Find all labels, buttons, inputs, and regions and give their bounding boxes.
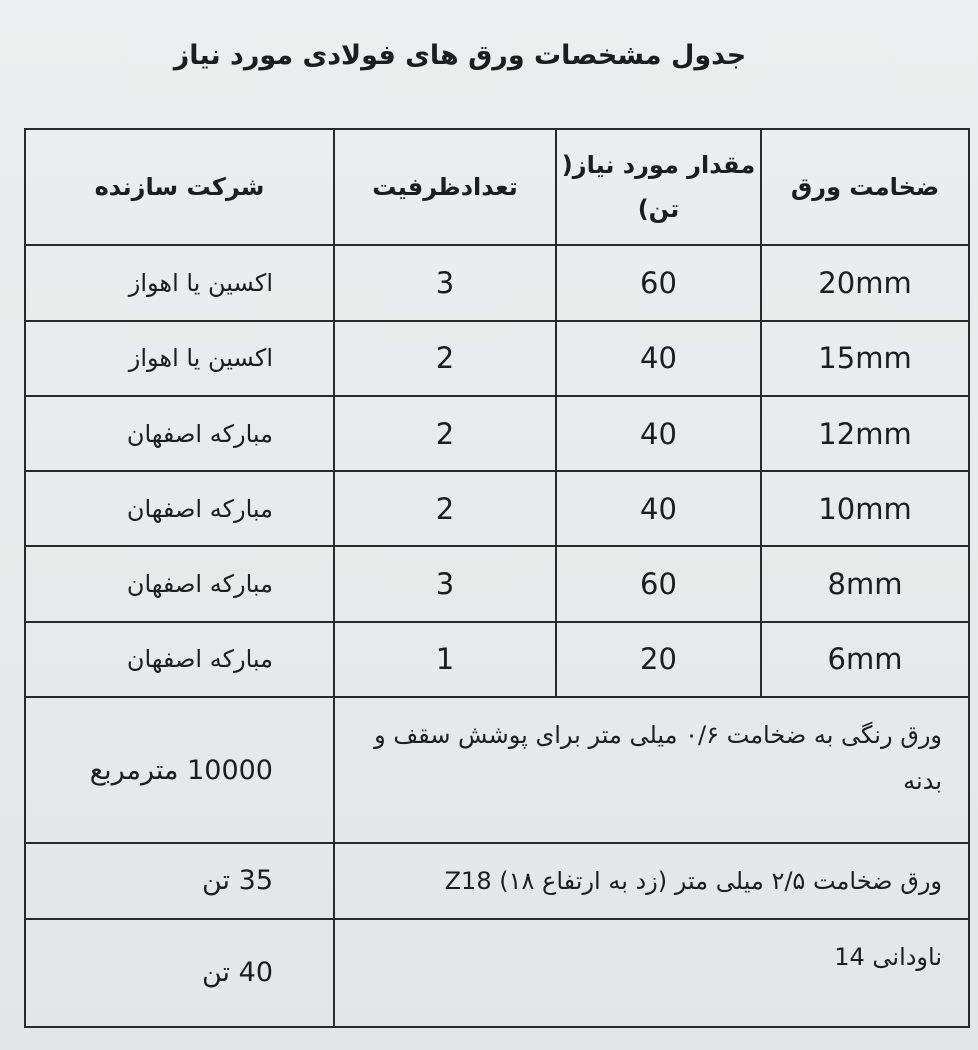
cell-maker: مبارکه اصفهان <box>25 546 334 621</box>
header-capacity: تعدادظرفیت <box>334 129 556 245</box>
cell-capacity: 3 <box>334 546 556 621</box>
table-row <box>25 396 969 471</box>
cell-amount: 60 <box>556 546 761 621</box>
cell-capacity: 3 <box>334 245 556 320</box>
cell-thickness: 15mm <box>761 321 969 396</box>
cell-capacity: 2 <box>334 321 556 396</box>
header-thickness: ضخامت ورق <box>761 129 969 245</box>
header-maker: شرکت سازنده <box>25 129 334 245</box>
cell-description: ورق رنگی به ضخامت ۰/۶ میلی متر برای پوشش سقف و بدنه <box>334 697 969 843</box>
cell-capacity: 2 <box>334 396 556 471</box>
header-amount-label: مقدار مورد نیاز( تن) <box>561 151 756 224</box>
header-amount <box>556 129 761 245</box>
cell-thickness: 8mm <box>761 546 969 621</box>
cell-quantity: 35 تن <box>25 843 334 918</box>
cell-capacity: 2 <box>334 471 556 546</box>
cell-description: ناودانی 14 <box>334 919 969 1027</box>
table-row-extra <box>25 919 969 1027</box>
steel-sheet-table <box>24 128 970 1028</box>
table-header-row <box>25 129 969 245</box>
cell-maker: مبارکه اصفهان <box>25 622 334 697</box>
cell-amount: 40 <box>556 471 761 546</box>
cell-amount: 40 <box>556 396 761 471</box>
cell-capacity: 1 <box>334 622 556 697</box>
page-title: جدول مشخصات ورق های فولادی مورد نیاز <box>173 40 747 71</box>
cell-quantity: 40 تن <box>25 919 334 1027</box>
table-row <box>25 471 969 546</box>
cell-maker: اکسین یا اهواز <box>25 245 334 320</box>
table-row <box>25 546 969 621</box>
cell-thickness: 20mm <box>761 245 969 320</box>
cell-amount: 60 <box>556 245 761 320</box>
table-row <box>25 622 969 697</box>
cell-quantity: 10000 مترمربع <box>25 697 334 843</box>
table-row-extra <box>25 843 969 918</box>
cell-description <box>334 843 969 918</box>
cell-maker: مبارکه اصفهان <box>25 471 334 546</box>
cell-maker: مبارکه اصفهان <box>25 396 334 471</box>
cell-maker: اکسین یا اهواز <box>25 321 334 396</box>
cell-thickness: 10mm <box>761 471 969 546</box>
table-row <box>25 245 969 320</box>
cell-amount: 40 <box>556 321 761 396</box>
cell-amount: 20 <box>556 622 761 697</box>
cell-description-text: Z18 (زد به ارتفاع ۱۸) ورق ضخامت ۲/۵ میلی متر <box>444 866 942 895</box>
cell-thickness: 6mm <box>761 622 969 697</box>
table-row <box>25 321 969 396</box>
cell-thickness: 12mm <box>761 396 969 471</box>
table-row-extra <box>25 697 969 843</box>
